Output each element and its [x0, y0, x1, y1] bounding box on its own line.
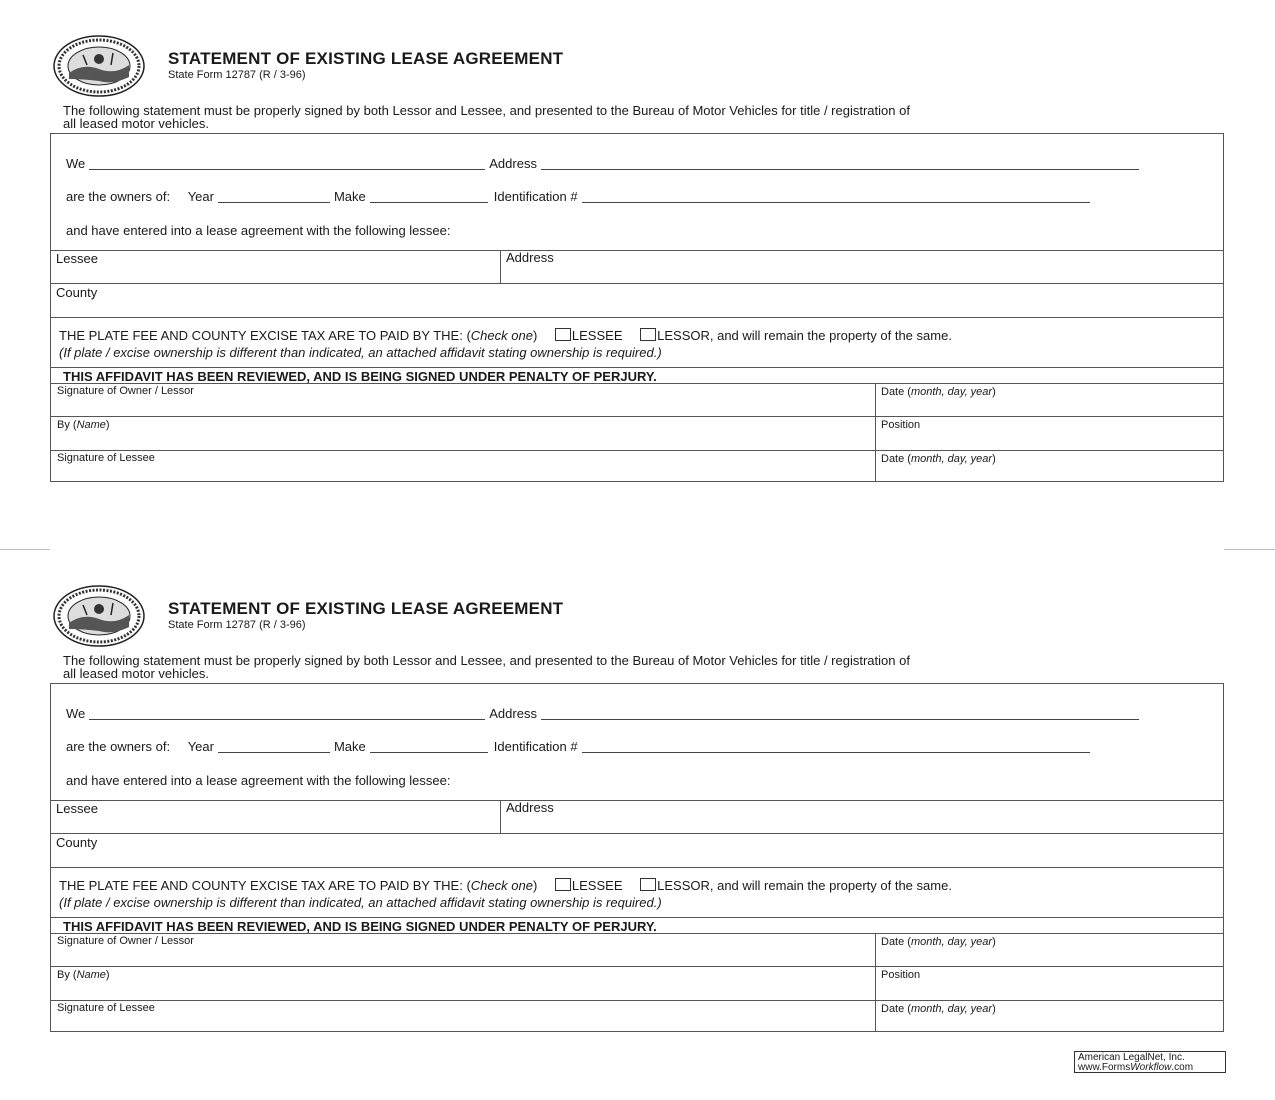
perjury-statement: THIS AFFIDAVIT HAS BEEN REVIEWED, AND IS BEING SIGNED UNDER PENALTY OF PERJURY.: [63, 919, 657, 934]
lessee-date-label[interactable]: [881, 1003, 996, 1015]
plate-fee-text: THE PLATE FEE AND COUNTY EXCISE TAX ARE TO PAID BY THE: (: [59, 878, 471, 893]
owner-signature-label[interactable]: Signature of Owner / Lessor: [57, 385, 194, 397]
column-divider: [500, 250, 501, 283]
lessor-option-label: LESSOR, and will remain the property of the same.: [657, 328, 952, 343]
form-title: STATEMENT OF EXISTING LEASE AGREEMENT: [168, 49, 564, 68]
row-divider: [51, 800, 1223, 801]
column-divider: [500, 800, 501, 833]
we-field[interactable]: [89, 157, 485, 170]
form-box: [50, 133, 1224, 482]
make-field[interactable]: [370, 740, 488, 753]
intro-line-1: The following statement must be properly signed by both Lessor and Lessee, and presented to the Bureau of Motor Vehicles for title / registration of: [63, 103, 910, 118]
url-suffix: .com: [1171, 1062, 1194, 1073]
owners-row: [66, 739, 1094, 754]
lessee-date-label[interactable]: [881, 453, 996, 465]
owner-date-label[interactable]: [881, 936, 996, 948]
date-suffix: ): [992, 936, 996, 948]
plate-fee-row: [59, 328, 952, 343]
check-one-text: Check one: [470, 878, 533, 893]
url-italic: Workflow: [1130, 1062, 1172, 1073]
intro-line-2: all leased motor vehicles.: [63, 666, 209, 681]
row-divider: [51, 383, 1223, 384]
owners-row: [66, 189, 1094, 204]
owner-address-label: Address: [489, 156, 537, 171]
form-title: STATEMENT OF EXISTING LEASE AGREEMENT: [168, 599, 564, 618]
publisher-url: [1078, 1063, 1222, 1073]
form-number: State Form 12787 (R / 3-96): [168, 619, 306, 631]
make-label: Make: [333, 189, 366, 204]
lessor-checkbox[interactable]: [640, 328, 656, 341]
url-prefix: www.Forms: [1078, 1062, 1131, 1073]
lease-label: and have entered into a lease agreement with the following lessee:: [66, 773, 451, 788]
year-label: Year: [187, 739, 214, 754]
plate-fee-text: THE PLATE FEE AND COUNTY EXCISE TAX ARE TO PAID BY THE: (: [59, 328, 471, 343]
perjury-statement: THIS AFFIDAVIT HAS BEEN REVIEWED, AND IS BEING SIGNED UNDER PENALTY OF PERJURY.: [63, 369, 657, 384]
row-divider: [51, 450, 1223, 451]
check-one-text: Check one: [470, 328, 533, 343]
lessee-option-label: LESSEE: [571, 328, 623, 343]
lease-label: and have entered into a lease agreement with the following lessee:: [66, 223, 451, 238]
row-divider: [51, 367, 1223, 368]
position-label[interactable]: Position: [881, 969, 921, 981]
publisher-footer: [1074, 1051, 1226, 1073]
row-divider: [51, 917, 1223, 918]
form-box: [50, 683, 1224, 1032]
make-field[interactable]: [370, 190, 488, 203]
intro-line-1: The following statement must be properly signed by both Lessor and Lessee, and presented to the Bureau of Motor Vehicles for title / registration of: [63, 653, 910, 668]
by-prefix: By (: [57, 969, 77, 981]
plate-fee-row: [59, 878, 952, 893]
county-label[interactable]: County: [56, 835, 98, 850]
by-suffix: ): [105, 969, 110, 981]
intro-line-2: all leased motor vehicles.: [63, 116, 209, 131]
row-divider: [51, 933, 1223, 934]
row-divider: [51, 833, 1223, 834]
row-divider: [51, 966, 1223, 967]
close-paren: ): [532, 878, 538, 893]
date-italic: month, day, year: [910, 1003, 993, 1015]
lessor-option-label: LESSOR, and will remain the property of the same.: [657, 878, 952, 893]
we-row: [66, 156, 1143, 171]
affidavit-note: (If plate / excise ownership is different than indicated, an attached affidavit stating ownership is required.): [59, 345, 662, 360]
lessee-checkbox[interactable]: [555, 878, 571, 891]
make-label: Make: [333, 739, 366, 754]
row-divider: [51, 867, 1223, 868]
identification-field[interactable]: [582, 190, 1090, 203]
lessee-label[interactable]: Lessee: [56, 251, 98, 266]
row-divider: [51, 1000, 1223, 1001]
intro-text: [63, 104, 1163, 130]
identification-field[interactable]: [582, 740, 1090, 753]
publisher-name: American LegalNet, Inc.: [1078, 1052, 1185, 1063]
state-seal-logo: [53, 35, 145, 97]
by-suffix: ): [105, 419, 110, 431]
column-divider: [875, 383, 876, 482]
lease-form-copy-1: [0, 0, 1275, 500]
identification-label: Identification #: [493, 189, 578, 204]
date-prefix: Date (: [881, 453, 911, 465]
state-seal-logo: [53, 585, 145, 647]
owner-signature-label[interactable]: Signature of Owner / Lessor: [57, 935, 194, 947]
lessor-checkbox[interactable]: [640, 878, 656, 891]
by-name-label[interactable]: [57, 419, 110, 431]
we-field[interactable]: [89, 707, 485, 720]
row-divider: [51, 416, 1223, 417]
date-suffix: ): [992, 453, 996, 465]
date-italic: month, day, year: [910, 453, 993, 465]
owner-address-field[interactable]: [541, 157, 1139, 170]
by-italic: Name: [76, 969, 106, 981]
close-paren: ): [532, 328, 538, 343]
year-field[interactable]: [218, 190, 330, 203]
year-field[interactable]: [218, 740, 330, 753]
lessee-address-label[interactable]: Address: [506, 800, 554, 815]
by-name-label[interactable]: [57, 969, 110, 981]
intro-text: [63, 654, 1163, 680]
affidavit-note: (If plate / excise ownership is different than indicated, an attached affidavit stating ownership is required.): [59, 895, 662, 910]
lessee-signature-label[interactable]: Signature of Lessee: [57, 452, 155, 464]
date-prefix: Date (: [881, 936, 911, 948]
row-divider: [51, 317, 1223, 318]
row-divider: [51, 250, 1223, 251]
date-suffix: ): [992, 386, 996, 398]
owner-address-field[interactable]: [541, 707, 1139, 720]
lessee-option-label: LESSEE: [571, 878, 623, 893]
owner-address-label: Address: [489, 706, 537, 721]
date-italic: month, day, year: [910, 936, 993, 948]
date-italic: month, day, year: [910, 386, 993, 398]
we-row: [66, 706, 1143, 721]
we-label: We: [66, 156, 86, 171]
row-divider: [51, 283, 1223, 284]
owners-label: are the owners of:: [66, 739, 171, 754]
identification-label: Identification #: [493, 739, 578, 754]
lessee-signature-label[interactable]: Signature of Lessee: [57, 1002, 155, 1014]
lessee-checkbox[interactable]: [555, 328, 571, 341]
lessee-label[interactable]: Lessee: [56, 801, 98, 816]
county-label[interactable]: County: [56, 285, 98, 300]
owners-label: are the owners of:: [66, 189, 171, 204]
owner-date-label[interactable]: [881, 386, 996, 398]
by-prefix: By (: [57, 419, 77, 431]
year-label: Year: [187, 189, 214, 204]
date-suffix: ): [992, 1003, 996, 1015]
we-label: We: [66, 706, 86, 721]
position-label[interactable]: Position: [881, 419, 921, 431]
date-prefix: Date (: [881, 386, 911, 398]
lessee-address-label[interactable]: Address: [506, 250, 554, 265]
form-number: State Form 12787 (R / 3-96): [168, 69, 306, 81]
date-prefix: Date (: [881, 1003, 911, 1015]
by-italic: Name: [76, 419, 106, 431]
column-divider: [875, 933, 876, 1032]
lease-form-copy-2: [0, 550, 1275, 1050]
